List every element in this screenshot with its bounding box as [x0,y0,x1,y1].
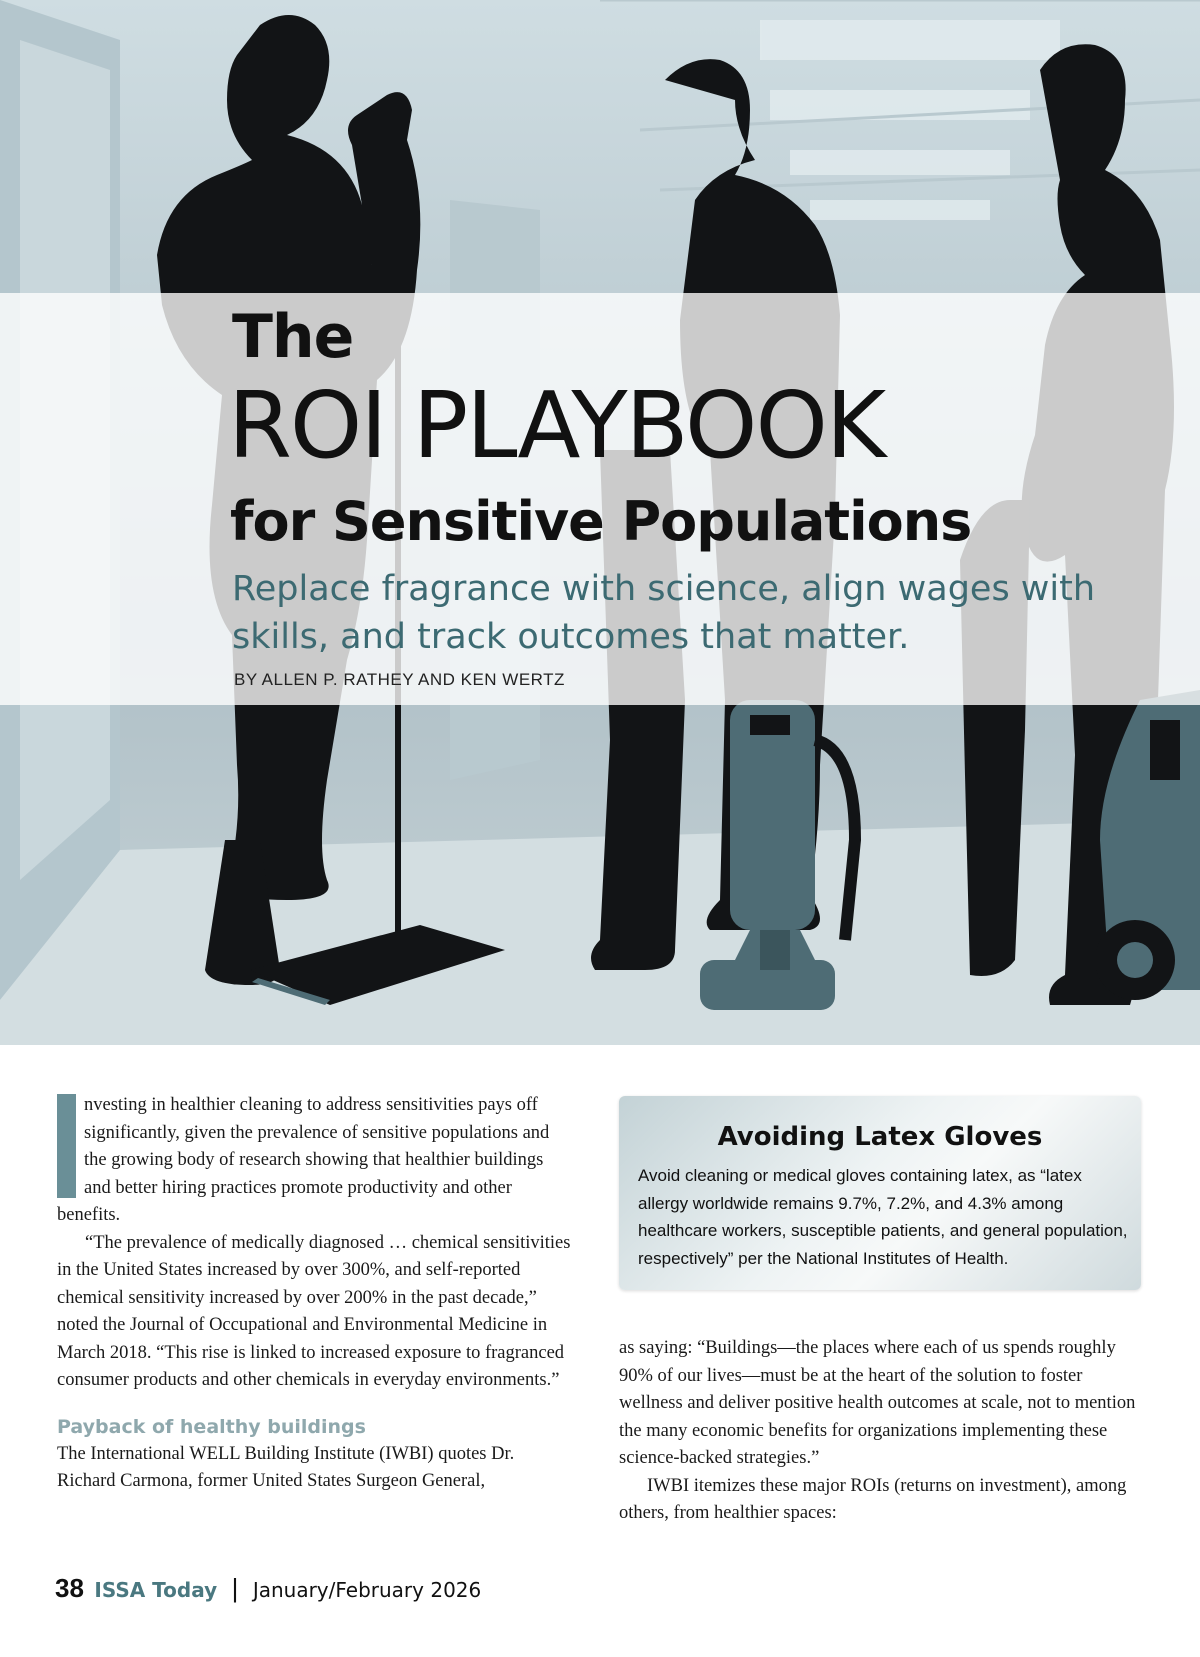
article-column-right [619,1335,1139,1528]
sidebar-body: Avoid cleaning or medical gloves containing latex, as “latex allergy worldwide remains 9.7%, 7.2%, and 4.3% among healthcare workers, susceptible patients, and general population, respectively” per the National Institutes of Health. [638,1166,1128,1268]
drop-cap-bar [57,1094,76,1198]
sidebar-box [619,1096,1141,1290]
sidebar-title: Avoiding Latex Gloves [717,1122,1043,1152]
paragraph-3: The International WELL Building Institute (IWBI) quotes Dr. Richard Carmona, former United States Surgeon General, [57,1443,515,1491]
deck-text: Replace fragrance with science, align wages with skills, and track outcomes that matter. [232,569,1096,657]
paragraph-2: “The prevalence of medically diagnosed … chemical sensitivities in the United States increased by over 300%, and self-reported chemical sensitivity increased by over 200% in the past decade,” noted the Journal of Occupational and Environmental Medicine in March 2018. “This rise is linked to increased exposure to fragranced consumer products and other chemicals in everyday environments.” [57,1232,571,1390]
subheading: Payback of healthy buildings [57,1415,366,1438]
issue-date: January/February 2026 [252,1578,482,1602]
headline-main: ROI PLAYBOOK [228,372,885,479]
paragraph-4: as saying: “Buildings—the places where each of us spends roughly 90% of our lives—must be at the heart of the solution to foster wellness and deliver positive health outcomes at scale, not to mention the many economic benefits for organizations implementing these science-backed strategies.” [619,1338,1136,1468]
page-number: 38 [55,1573,84,1603]
article-column-left [57,1092,572,1496]
lead-paragraph-text: nvesting in healthier cleaning to address sensitivities pays off significantly, given the prevalence of sensitive populations and the growing body of research showing that healthier buildings and better hiring practices promote productivity and other benefits. [57,1095,550,1225]
magazine-name: ISSA Today [94,1578,218,1602]
headline-article: The [232,302,354,372]
lead-paragraph [57,1092,572,1230]
footer-separator: | [231,1573,239,1603]
byline: BY ALLEN P. RATHEY AND KEN WERTZ [234,670,565,689]
page-footer [55,1573,481,1604]
headline-subtitle: for Sensitive Populations [230,490,972,553]
paragraph-5: IWBI itemizes these major ROIs (returns on investment), among others, from healthier spaces: [619,1475,1127,1523]
